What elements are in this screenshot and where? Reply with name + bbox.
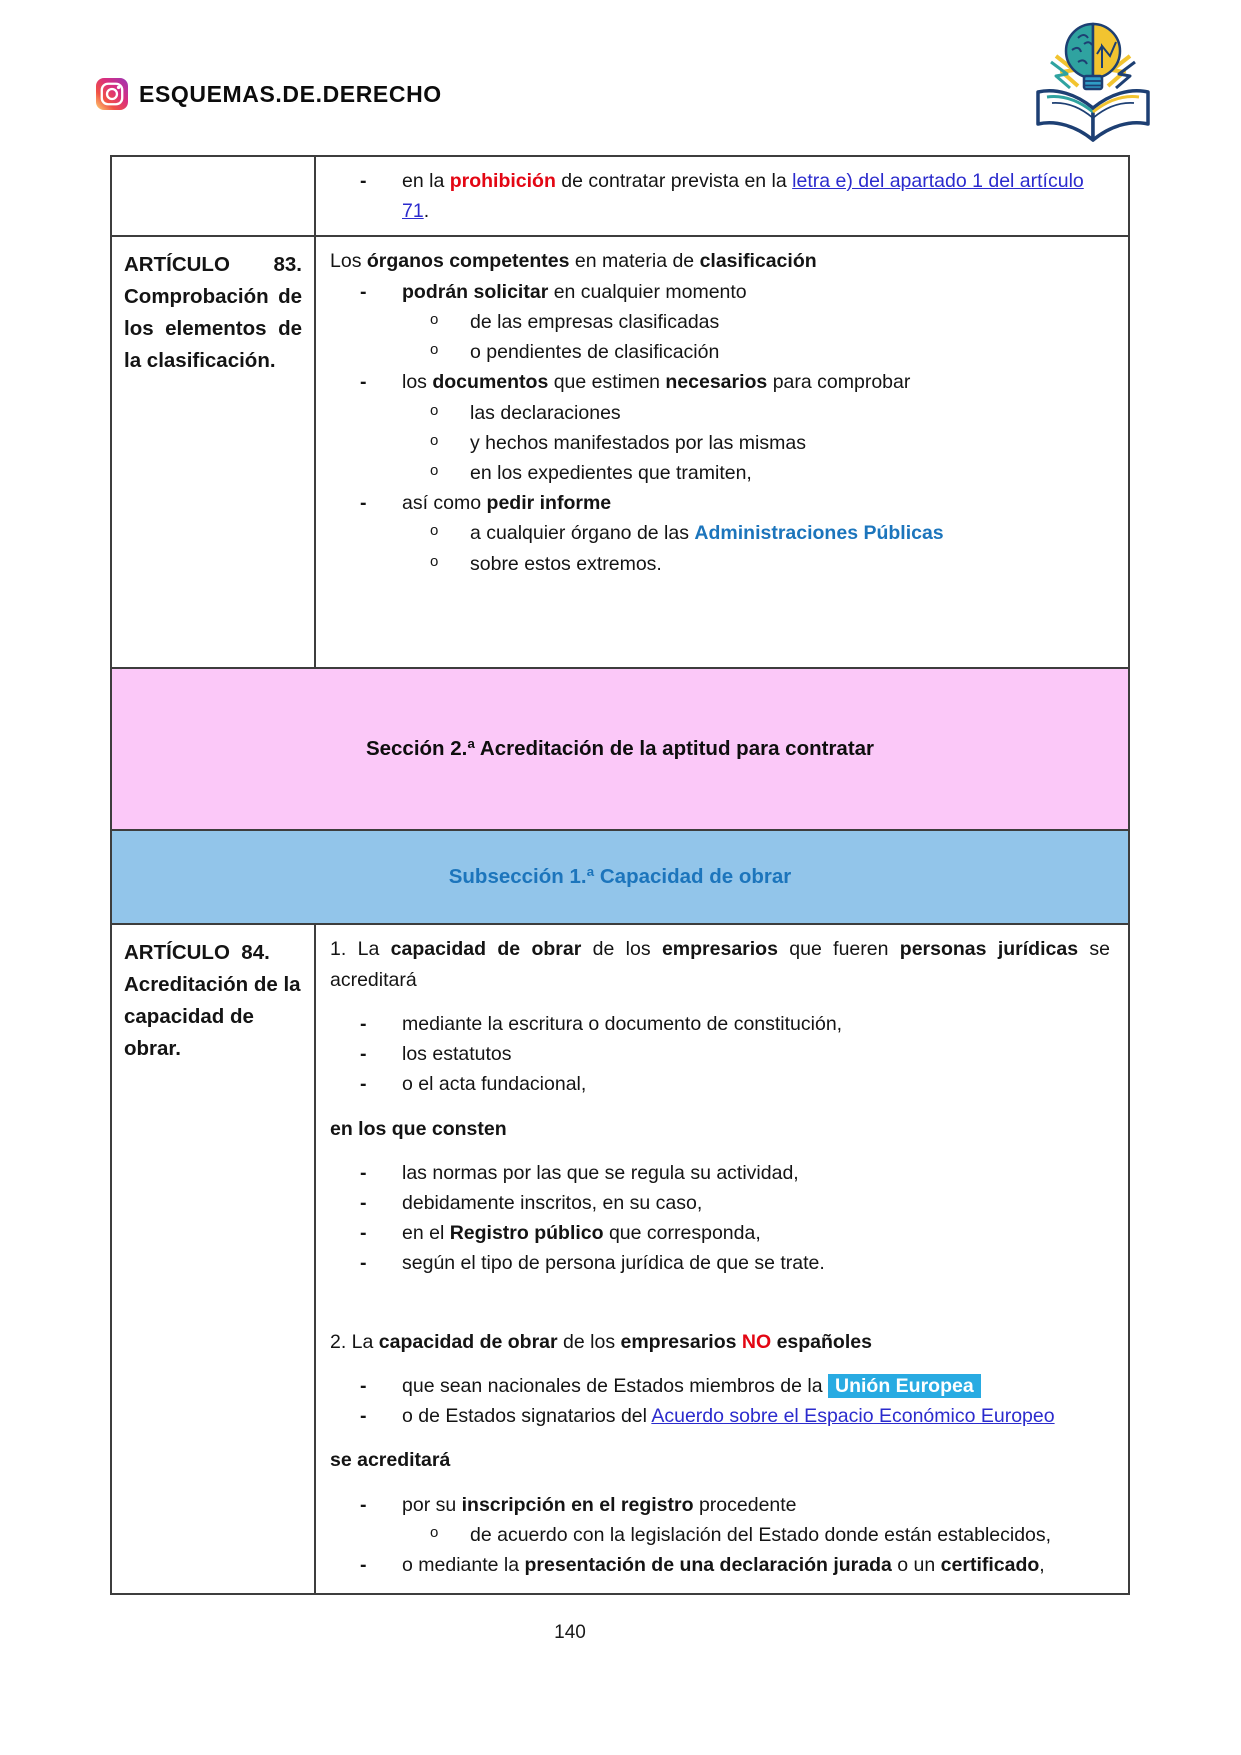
text-segment: de acuerdo con la legislación del Estado donde están establecidos,: [470, 1523, 1052, 1546]
text-segment: en el: [402, 1222, 450, 1245]
text-segment: para comprobar: [767, 371, 911, 394]
text-line: [360, 1158, 1110, 1188]
dash-bullet-marker: -: [360, 1191, 367, 1214]
text-segment: que corresponda,: [603, 1222, 761, 1245]
line-text: [402, 277, 1110, 307]
text-segment: inscripción en el registro: [461, 1493, 694, 1516]
text-segment: así como: [402, 492, 487, 515]
text-segment: debidamente inscritos, en su caso,: [402, 1191, 703, 1214]
table-row-article-84: [112, 925, 1128, 1593]
article-84-content: [316, 925, 1128, 1593]
continuation-content: [316, 157, 1128, 235]
text-segment: los: [402, 371, 433, 394]
dash-bullet-marker: -: [360, 1073, 367, 1096]
text-line: [360, 1009, 1110, 1039]
text-block: [330, 1114, 1110, 1144]
text-segment: y hechos manifestados por las mismas: [470, 431, 806, 454]
text-segment: de los: [557, 1330, 621, 1353]
text-line: [430, 428, 1110, 458]
line-text: [402, 1009, 1110, 1039]
dash-bullet-marker: -: [360, 492, 367, 515]
text-segment: en la: [402, 170, 450, 192]
text-line: [430, 337, 1110, 367]
text-line: [430, 458, 1110, 488]
text-line: [360, 1248, 1110, 1278]
text-line: [360, 166, 1110, 226]
text-segment: de los: [581, 938, 662, 961]
line-text: [402, 1550, 1110, 1580]
empty-title-cell: [112, 157, 316, 235]
text-segment: podrán solicitar: [402, 280, 549, 303]
circle-bullet-marker: o: [430, 431, 439, 449]
dash-bullet-marker: -: [360, 1012, 367, 1035]
text-segment: que fueren: [777, 938, 900, 961]
text-segment: o un: [891, 1553, 941, 1576]
circle-bullet-marker: o: [430, 461, 439, 479]
instagram-icon: [96, 78, 128, 110]
line-text: [470, 398, 1110, 428]
text-segment: NO: [741, 1330, 772, 1353]
text-segment: que sean nacionales de Estados miembros de la: [402, 1374, 829, 1397]
line-text: [402, 1188, 1110, 1218]
text-block: [330, 1009, 1110, 1100]
text-line: [360, 1371, 1110, 1401]
line-text: [470, 458, 1110, 488]
line-text: [330, 1331, 872, 1353]
text-line: [360, 1550, 1110, 1580]
dash-bullet-marker: -: [360, 1252, 367, 1275]
text-segment: Los: [330, 250, 367, 273]
text-segment: o de Estados signatarios del: [402, 1405, 652, 1428]
line-text: [402, 1069, 1110, 1099]
text-line: [330, 934, 1110, 994]
text-segment: presentación de una declaración jurada: [524, 1553, 892, 1576]
line-text: [330, 1449, 450, 1471]
text-line: [330, 1114, 1110, 1144]
text-segment: los estatutos: [402, 1043, 512, 1066]
line-text: [330, 1118, 507, 1140]
text-segment: en los que consten: [330, 1117, 507, 1140]
text-segment: de contratar prevista en la: [555, 170, 793, 192]
text-segment: según el tipo de persona jurídica de que se trate.: [402, 1252, 825, 1275]
dash-bullet-marker: -: [360, 1553, 367, 1576]
text-segment: a cualquier órgano de las: [470, 522, 695, 545]
text-block: [330, 1158, 1110, 1279]
text-line: [360, 1188, 1110, 1218]
text-segment: que estimen: [548, 371, 666, 394]
text-block: [330, 246, 1110, 578]
dash-bullet-marker: -: [360, 1493, 367, 1516]
text-line: [360, 488, 1110, 518]
text-segment: Registro público: [449, 1222, 604, 1245]
text-segment: órganos competentes: [366, 250, 570, 273]
text-segment: en materia de: [569, 250, 700, 273]
line-text: [470, 549, 1110, 579]
text-segment: Administraciones Públicas: [694, 522, 944, 545]
section-banner: [112, 669, 1128, 831]
text-segment: clasificación: [699, 250, 817, 273]
text-line: [430, 398, 1110, 428]
line-text: [402, 367, 1110, 397]
dash-bullet-marker: -: [360, 371, 367, 394]
text-block: [330, 1445, 1110, 1475]
line-text: [470, 518, 1110, 548]
dash-bullet-marker: -: [360, 1374, 367, 1397]
dash-bullet-marker: -: [360, 1405, 367, 1428]
text-segment: empresarios: [661, 938, 778, 961]
line-text: [470, 337, 1110, 367]
line-text: [402, 1371, 1110, 1401]
text-segment: de las empresas clasificadas: [470, 310, 720, 333]
text-line: [360, 367, 1110, 397]
line-text: [330, 938, 1110, 990]
text-block: [330, 166, 1110, 226]
line-text: [402, 166, 1110, 226]
brand-name: ESQUEMAS.DE.DERECHO: [139, 80, 442, 107]
text-line: [360, 1401, 1110, 1431]
text-segment: mediante la escritura o documento de constitución,: [402, 1012, 843, 1035]
line-text: [470, 307, 1110, 337]
dash-bullet-marker: -: [360, 1161, 367, 1184]
line-text: [330, 250, 817, 272]
hyperlink[interactable]: Acuerdo sobre el Espacio Económico Europeo: [651, 1405, 1055, 1428]
circle-bullet-marker: o: [430, 522, 439, 540]
line-text: [402, 1401, 1110, 1431]
table-row-article-83: [112, 237, 1128, 669]
text-segment: ,: [1039, 1553, 1045, 1576]
text-line: [360, 1039, 1110, 1069]
section-banner-label: Sección 2.ª Acreditación de la aptitud para contratar: [365, 737, 875, 761]
text-segment: o mediante la: [402, 1553, 525, 1576]
text-segment: 2. La: [330, 1330, 379, 1353]
line-text: [402, 1039, 1110, 1069]
text-segment: personas jurídicas: [899, 938, 1079, 961]
text-segment: por su: [402, 1493, 462, 1516]
text-segment: .: [423, 200, 430, 223]
text-line: [430, 518, 1110, 548]
text-segment: en cualquier momento: [548, 280, 747, 303]
text-block: [330, 934, 1110, 994]
text-segment: las declaraciones: [470, 401, 621, 424]
text-segment: certificado: [940, 1553, 1040, 1576]
subsection-banner-label: Subsección 1.ª Capacidad de obrar: [448, 865, 792, 889]
line-text: [402, 488, 1110, 518]
dash-bullet-marker: -: [360, 170, 367, 192]
subsection-banner: [112, 831, 1128, 925]
dash-bullet-marker: -: [360, 1043, 367, 1066]
circle-bullet-marker: o: [430, 341, 439, 359]
article-84-title: ARTÍCULO 84. Acreditación de la capacidad de obrar.: [112, 925, 316, 1593]
text-segment: españoles: [776, 1330, 872, 1353]
table-row-continuation: [112, 157, 1128, 237]
text-line: [360, 277, 1110, 307]
text-line: [330, 1445, 1110, 1475]
text-segment: las normas por las que se regula su actividad,: [402, 1161, 799, 1184]
line-text: [470, 428, 1110, 458]
text-line: [430, 549, 1110, 579]
text-segment: capacidad de obrar: [390, 938, 582, 961]
line-text: [470, 1520, 1110, 1550]
dash-bullet-marker: -: [360, 280, 367, 303]
line-text: [402, 1248, 1110, 1278]
line-text: [402, 1218, 1110, 1248]
text-segment: 1. La: [330, 938, 391, 961]
text-line: [430, 1520, 1110, 1550]
text-segment: o pendientes de clasificación: [470, 341, 720, 364]
highlighted-text: Unión Europea: [828, 1374, 981, 1398]
schema-table: [110, 155, 1130, 1595]
text-segment: en los expedientes que tramiten,: [470, 461, 752, 484]
text-segment: documentos: [432, 371, 549, 394]
text-segment: sobre estos extremos.: [470, 552, 662, 575]
text-block: [330, 1371, 1110, 1431]
text-segment: prohibición: [449, 170, 556, 192]
circle-bullet-marker: o: [430, 310, 439, 328]
text-segment: pedir informe: [486, 492, 612, 515]
line-text: [402, 1158, 1110, 1188]
text-line: [330, 246, 1110, 276]
text-segment: se acreditará: [330, 1449, 451, 1472]
circle-bullet-marker: o: [430, 552, 439, 570]
dash-bullet-marker: -: [360, 1222, 367, 1245]
text-line: [330, 1327, 1110, 1357]
text-segment: se acreditará: [330, 938, 1110, 991]
text-segment: o el acta fundacional,: [402, 1073, 587, 1096]
line-text: [402, 1490, 1110, 1520]
text-segment: capacidad de obrar: [378, 1330, 558, 1353]
text-block: [330, 1490, 1110, 1581]
page-number: 140: [554, 1622, 586, 1643]
article-83-content: [316, 237, 1128, 667]
circle-bullet-marker: o: [430, 401, 439, 419]
article-83-title: ARTÍCULO 83. Comprobación de los elementos de la clasificación.: [112, 237, 316, 667]
text-segment: procedente: [693, 1493, 797, 1516]
text-line: [360, 1218, 1110, 1248]
text-segment: empresarios: [620, 1330, 737, 1353]
text-segment: necesarios: [665, 371, 768, 394]
circle-bullet-marker: o: [430, 1523, 439, 1541]
text-line: [360, 1069, 1110, 1099]
book-brain-logo: [1018, 12, 1168, 144]
text-block: [330, 1327, 1110, 1357]
brand: [96, 78, 442, 110]
text-line: [360, 1490, 1110, 1520]
hyperlink[interactable]: letra e) del apartado 1 del artículo 71: [402, 170, 1084, 223]
text-line: [430, 307, 1110, 337]
